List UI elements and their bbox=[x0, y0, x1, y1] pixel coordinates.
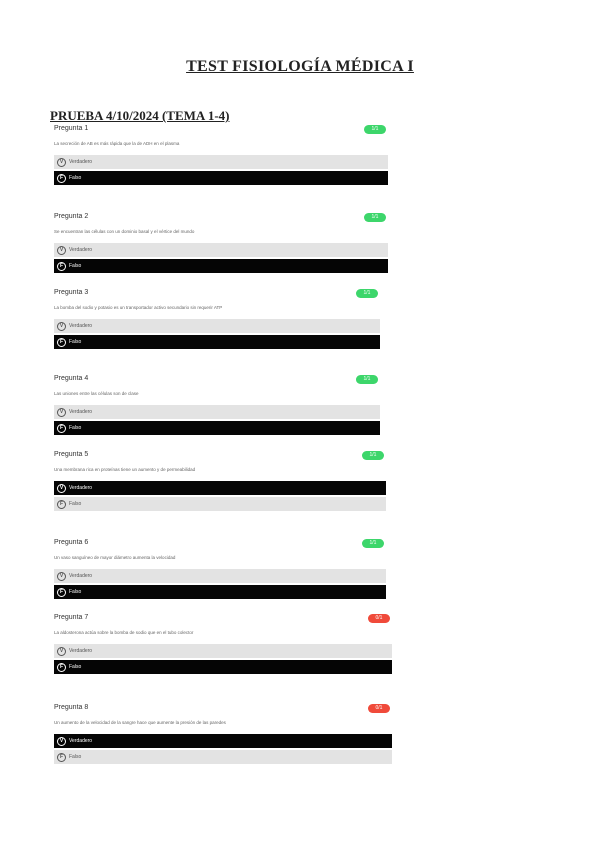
score-badge: 1/1 bbox=[356, 289, 378, 298]
question-header bbox=[54, 289, 380, 303]
option-letter-icon: V bbox=[57, 484, 66, 493]
question-header bbox=[54, 375, 380, 389]
answer-option-verdadero[interactable] bbox=[54, 319, 380, 333]
question-card bbox=[54, 704, 392, 764]
question-header bbox=[54, 125, 388, 139]
option-label: Falso bbox=[69, 501, 82, 507]
question-label: Pregunta 1 bbox=[54, 125, 89, 132]
question-text: Las uniones entre las células son de clase bbox=[54, 391, 139, 396]
score-badge: 1/1 bbox=[364, 125, 386, 134]
answer-option-falso[interactable] bbox=[54, 171, 388, 185]
option-letter-icon: F bbox=[57, 262, 66, 271]
document-title: TEST FISIOLOGÍA MÉDICA I bbox=[186, 58, 414, 75]
option-letter-icon: V bbox=[57, 647, 66, 656]
option-label: Falso bbox=[69, 263, 82, 269]
question-card bbox=[54, 451, 386, 511]
answer-option-verdadero[interactable] bbox=[54, 569, 386, 583]
question-card bbox=[54, 125, 388, 185]
option-label: Falso bbox=[69, 754, 82, 760]
option-label: Falso bbox=[69, 175, 82, 181]
answer-option-verdadero[interactable] bbox=[54, 644, 392, 658]
test-subtitle: PRUEBA 4/10/2024 (TEMA 1-4) bbox=[50, 108, 230, 123]
answer-option-falso[interactable] bbox=[54, 421, 380, 435]
score-badge: 0/1 bbox=[368, 704, 390, 713]
option-letter-icon: F bbox=[57, 663, 66, 672]
option-label: Falso bbox=[69, 425, 82, 431]
question-text: Se encuentran las células con un dominio basal y el vértice del mundo bbox=[54, 229, 195, 234]
question-label: Pregunta 3 bbox=[54, 289, 89, 296]
score-badge: 1/1 bbox=[356, 375, 378, 384]
question-text: La secreción de AB es más rápida que la de ADH en el plasma bbox=[54, 141, 180, 146]
option-letter-icon: V bbox=[57, 246, 66, 255]
question-card bbox=[54, 614, 392, 674]
option-letter-icon: F bbox=[57, 424, 66, 433]
option-label: Verdadero bbox=[69, 573, 93, 579]
answer-option-falso[interactable] bbox=[54, 585, 386, 599]
answer-option-verdadero[interactable] bbox=[54, 155, 388, 169]
option-label: Falso bbox=[69, 664, 82, 670]
question-label: Pregunta 5 bbox=[54, 451, 89, 458]
option-letter-icon: V bbox=[57, 408, 66, 417]
answer-option-falso[interactable] bbox=[54, 335, 380, 349]
question-card bbox=[54, 539, 386, 599]
answer-option-verdadero[interactable] bbox=[54, 734, 392, 748]
option-letter-icon: F bbox=[57, 588, 66, 597]
answer-option-verdadero[interactable] bbox=[54, 481, 386, 495]
question-header bbox=[54, 213, 388, 227]
option-label: Verdadero bbox=[69, 323, 93, 329]
question-label: Pregunta 6 bbox=[54, 539, 89, 546]
option-letter-icon: V bbox=[57, 572, 66, 581]
question-label: Pregunta 7 bbox=[54, 614, 89, 621]
question-text: La aldosterona actúa sobre la bomba de sodio que en el tubo colector bbox=[54, 630, 194, 635]
option-label: Falso bbox=[69, 339, 82, 345]
question-header bbox=[54, 704, 392, 718]
question-card bbox=[54, 213, 388, 273]
question-label: Pregunta 2 bbox=[54, 213, 89, 220]
option-label: Verdadero bbox=[69, 247, 93, 253]
score-badge: 1/1 bbox=[362, 451, 384, 460]
question-header bbox=[54, 614, 392, 628]
option-letter-icon: F bbox=[57, 753, 66, 762]
option-letter-icon: V bbox=[57, 737, 66, 746]
question-label: Pregunta 8 bbox=[54, 704, 89, 711]
answer-option-falso[interactable] bbox=[54, 497, 386, 511]
question-text: Una membrana rica en proteínas tiene un aumento y de permeabilidad bbox=[54, 467, 196, 472]
option-letter-icon: V bbox=[57, 158, 66, 167]
answer-option-falso[interactable] bbox=[54, 259, 388, 273]
option-label: Verdadero bbox=[69, 648, 93, 654]
question-text: Un aumento de la velocidad de la sangre hace que aumente la presión de las paredes bbox=[54, 720, 226, 725]
answer-option-verdadero[interactable] bbox=[54, 243, 388, 257]
question-header bbox=[54, 451, 386, 465]
question-header bbox=[54, 539, 386, 553]
score-badge: 1/1 bbox=[364, 213, 386, 222]
question-label: Pregunta 4 bbox=[54, 375, 89, 382]
option-label: Verdadero bbox=[69, 738, 93, 744]
option-label: Verdadero bbox=[69, 409, 93, 415]
option-label: Verdadero bbox=[69, 159, 93, 165]
option-letter-icon: F bbox=[57, 174, 66, 183]
answer-option-verdadero[interactable] bbox=[54, 405, 380, 419]
answer-option-falso[interactable] bbox=[54, 660, 392, 674]
option-letter-icon: V bbox=[57, 322, 66, 331]
question-text: La bomba del sodio y potasio es un transportador activo secundario sin requerir ATP bbox=[54, 305, 223, 310]
question-text: Un vaso sanguíneo de mayor diámetro aumenta la velocidad bbox=[54, 555, 176, 560]
score-badge: 0/1 bbox=[368, 614, 390, 623]
option-label: Falso bbox=[69, 589, 82, 595]
score-badge: 1/1 bbox=[362, 539, 384, 548]
option-letter-icon: F bbox=[57, 338, 66, 347]
question-card bbox=[54, 375, 380, 435]
answer-option-falso[interactable] bbox=[54, 750, 392, 764]
question-card bbox=[54, 289, 380, 349]
option-letter-icon: F bbox=[57, 500, 66, 509]
option-label: Verdadero bbox=[69, 485, 93, 491]
